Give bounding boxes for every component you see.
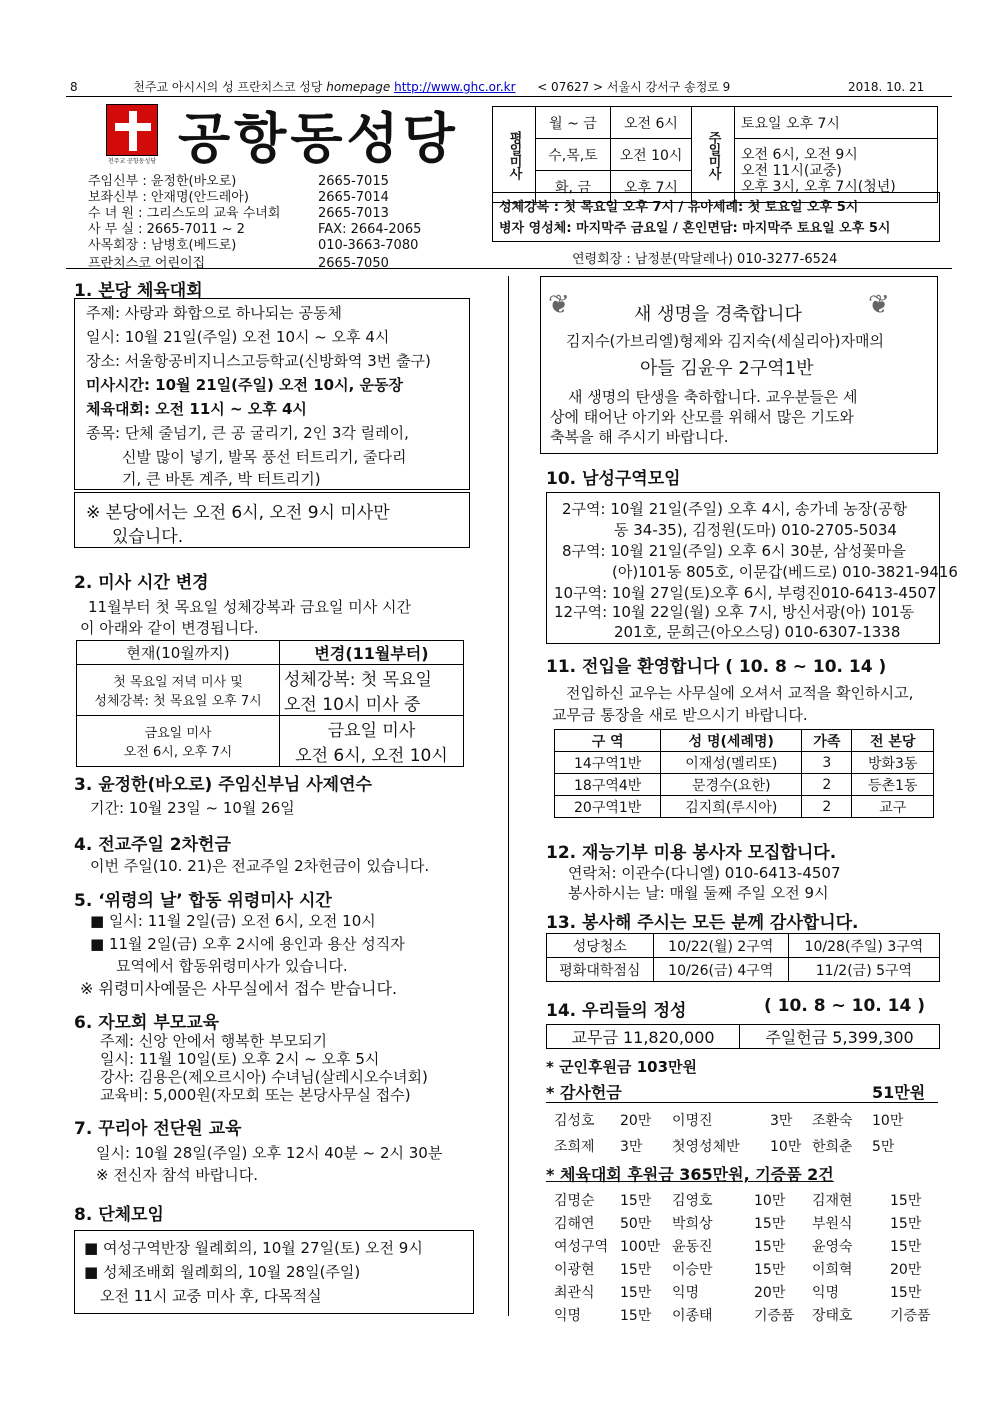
text-line: 2665-7015 bbox=[318, 174, 389, 189]
text-line: 성당청소 bbox=[547, 934, 654, 958]
section-period: ( 10. 8 ~ 10. 14 ) bbox=[764, 996, 926, 1016]
text-line: 성체강복 : 첫 목요일 오후 7시 / 유아세례: 첫 토요일 오후 5시 bbox=[499, 200, 859, 215]
text-line: 구 역 bbox=[555, 730, 661, 752]
donor-cell: 15만 bbox=[890, 1193, 922, 1209]
donor-cell: 한희춘 bbox=[812, 1139, 853, 1155]
donor-cell: 100만 bbox=[620, 1239, 661, 1255]
text-line: 10구역: 10월 27일(토)오후 6시, 부령진010-6413-4507 bbox=[554, 584, 937, 602]
header-rule-bottom bbox=[66, 268, 952, 269]
text-line: 10/22(월) 2구역 bbox=[653, 934, 788, 958]
text-line: 등촌1동 bbox=[852, 774, 934, 796]
donor-cell: 10만 bbox=[754, 1193, 786, 1209]
mass-change-table bbox=[76, 640, 464, 767]
text-line: 오전 6시, 오전 10시 bbox=[295, 746, 448, 766]
floral-ornament-icon: ❦ bbox=[868, 290, 890, 320]
donor-cell: 첫영성체반 bbox=[672, 1139, 740, 1155]
text-line: 금요일 미사 bbox=[327, 721, 416, 741]
text-line: 2665-7050 bbox=[318, 256, 389, 271]
text-line: 일시: 11월 10일(토) 오후 2시 ~ 오후 5시 bbox=[100, 1050, 380, 1068]
text-line: 오후 3시, 오후 7시(청년) bbox=[741, 178, 896, 195]
offering-totals bbox=[546, 1024, 940, 1049]
donor-cell: 15만 bbox=[754, 1262, 786, 1278]
text-line: 종목: 단체 줄넘기, 큰 공 굴리기, 2인 3각 릴레이, bbox=[86, 424, 409, 442]
table-row bbox=[555, 796, 934, 818]
donor-cell: 20만 bbox=[620, 1113, 652, 1129]
donor-cell: 15만 bbox=[620, 1193, 652, 1209]
donor-cell: 10만 bbox=[770, 1139, 802, 1155]
donor-cell: 3만 bbox=[620, 1139, 643, 1155]
section-heading: 8. 단체모임 bbox=[74, 1205, 164, 1225]
donor-cell: 10만 bbox=[872, 1113, 904, 1129]
section-heading: 10. 남성구역모임 bbox=[546, 469, 681, 489]
text-line: 14구역1반 bbox=[555, 752, 661, 774]
text-line: (아)101동 805호, 이문갑(베드로) 010-3821-9416 bbox=[612, 563, 958, 581]
text-line: 교육비: 5,000원(자모회 또는 본당사무실 접수) bbox=[100, 1086, 411, 1104]
text-line: 있습니다. bbox=[112, 527, 184, 547]
text-line: 프란치스코 어린이집 bbox=[88, 256, 206, 271]
text-line: 3 bbox=[802, 752, 852, 774]
text-line: ■ 일시: 11월 2일(금) 오전 6시, 오전 10시 bbox=[90, 912, 376, 930]
donor-cell: 김명순 bbox=[554, 1193, 595, 1209]
text-line: 일시: 10월 28일(주일) 오후 12시 40분 ~ 2시 30분 bbox=[96, 1144, 443, 1162]
donor-cell: 김영호 bbox=[672, 1193, 713, 1209]
text-line: 오전 6시, 오후 7시 bbox=[123, 745, 233, 760]
text-line: 화, 금 bbox=[536, 171, 611, 203]
text-line: 201호, 문희근(아오스딩) 010-6307-1338 bbox=[614, 623, 901, 641]
text-line: ※ 위령미사예물은 사무실에서 접수 받습니다. bbox=[80, 979, 398, 998]
text-line: 첫 목요일 저녁 미사 및 bbox=[113, 675, 243, 690]
text-line: ■ 11월 2일(금) 오후 2시에 용인과 용산 성직자 bbox=[90, 935, 405, 953]
donor-cell: 15만 bbox=[890, 1285, 922, 1301]
donor-cell: 김성호 bbox=[554, 1113, 595, 1129]
funeral-rep: 연령회장 : 남정분(막달레나) 010-3277-6524 bbox=[572, 252, 838, 267]
text-line: 전 본당 bbox=[852, 730, 934, 752]
parish-logo bbox=[106, 104, 158, 165]
text-line: 일시: 10월 21일(주일) 오전 10시 ~ 오후 4시 bbox=[86, 328, 390, 346]
text-line: 이번 주일(10. 21)은 전교주일 2차헌금이 있습니다. bbox=[90, 857, 430, 875]
donor-cell: 박희상 bbox=[672, 1216, 713, 1232]
section-heading: 1. 본당 체육대회 bbox=[74, 281, 203, 301]
donor-cell: 5만 bbox=[872, 1139, 895, 1155]
text-line: 사목회장 : 남병호(베드로) bbox=[88, 238, 237, 253]
text-line: 주임신부 : 윤정한(바오로) bbox=[88, 174, 237, 189]
donor-cell: 15만 bbox=[890, 1239, 922, 1255]
text-line: 토요일 오후 7시 bbox=[735, 107, 938, 139]
logo-caption: 천주교 공항동성당 bbox=[107, 158, 157, 165]
text-line: 2구역: 10월 21일(주일) 오후 4시, 송가네 농장(공항 bbox=[562, 500, 908, 518]
donor-cell: 김해연 bbox=[554, 1216, 595, 1232]
table-row bbox=[547, 934, 940, 958]
section-heading: 5. ‘위령의 날’ 합동 위령미사 시간 bbox=[74, 891, 332, 911]
sunday-label: 주일미사 bbox=[692, 107, 735, 203]
text-line: 2 bbox=[802, 774, 852, 796]
text-line: FAX: 2664-2065 bbox=[318, 222, 422, 237]
text-line: 미사시간: 10월 21일(주일) 오전 10시, 운동장 bbox=[86, 376, 404, 394]
text-line: ■ 성체조배회 월례회의, 10월 28일(주일) bbox=[84, 1263, 361, 1281]
table-row bbox=[555, 752, 934, 774]
donor-cell: 15만 bbox=[620, 1308, 652, 1324]
donor-cell: 윤영숙 bbox=[812, 1239, 853, 1255]
text-line: ■ 여성구역반장 월례회의, 10월 27일(토) 오전 9시 bbox=[84, 1239, 423, 1257]
donor-cell: 이종태 bbox=[672, 1308, 713, 1324]
donor-cell: 익명 bbox=[812, 1285, 840, 1301]
donor-cell: 20만 bbox=[890, 1262, 922, 1278]
text-line: ※ 전신자 참석 바랍니다. bbox=[96, 1166, 259, 1184]
section-heading: 11. 전입을 환영합니다 ( 10. 8 ~ 10. 14 ) bbox=[546, 657, 887, 677]
text-line: 현재(10월까지) bbox=[77, 641, 280, 665]
donor-cell: 15만 bbox=[754, 1216, 786, 1232]
donor-cell: 이광현 bbox=[554, 1262, 595, 1278]
donor-cell: 익명 bbox=[554, 1308, 582, 1324]
section-heading: 2. 미사 시간 변경 bbox=[74, 573, 209, 593]
donor-cell: 기증품 bbox=[890, 1308, 931, 1324]
text-line: 10/26(금) 4구역 bbox=[653, 958, 788, 982]
text-line: 보좌신부 : 안재명(안드레아) bbox=[88, 190, 249, 205]
text-line: 수,목,토 bbox=[536, 139, 611, 171]
text-line: 방화3동 bbox=[852, 752, 934, 774]
text-line: 연락처: 이관수(다니엘) 010-6413-4507 bbox=[568, 864, 841, 882]
text-line: 체육대회: 오전 11시 ~ 오후 4시 bbox=[86, 400, 307, 418]
donor-cell: 이명진 bbox=[672, 1113, 713, 1129]
donor-cell: 부원식 bbox=[812, 1216, 853, 1232]
birth-title: 새 생명을 경축합니다 bbox=[634, 304, 802, 325]
text-line: 성 명(세례명) bbox=[661, 730, 802, 752]
table-row bbox=[547, 958, 940, 982]
text-line: 2665-7014 bbox=[318, 190, 389, 205]
staff-row bbox=[88, 234, 418, 253]
text-line: 문경수(요한) bbox=[661, 774, 802, 796]
section-heading: 14. 우리들의 정성 bbox=[546, 1001, 687, 1021]
text-line: 가족 bbox=[802, 730, 852, 752]
text-line: 오전 6시 bbox=[611, 107, 692, 139]
page-number: 8 bbox=[70, 80, 78, 94]
text-line: 주제: 신앙 안에서 행복한 부모되기 bbox=[100, 1032, 327, 1050]
text-line: 수 녀 원 : 그리스도의 교육 수녀회 bbox=[88, 206, 281, 221]
text-line: 20구역1반 bbox=[555, 796, 661, 818]
text-line: ※ 본당에서는 오전 6시, 오전 9시 미사만 bbox=[86, 503, 390, 523]
text-line: 2665-7013 bbox=[318, 206, 389, 221]
donor-cell: 여성구역 bbox=[554, 1239, 609, 1255]
text-line: 아들 김윤우 2구역1반 bbox=[640, 358, 814, 379]
weekday-label: 평일미사 bbox=[493, 107, 536, 203]
text-line: 010-3663-7080 bbox=[318, 238, 419, 253]
header-line bbox=[70, 78, 924, 95]
text-line: 상에 태어난 아기와 산모를 위해서 많은 기도와 bbox=[550, 408, 854, 426]
text-line: 평화대학점심 bbox=[547, 958, 654, 982]
section-heading: 4. 전교주일 2차헌금 bbox=[74, 835, 231, 855]
section-heading: 3. 윤정한(바오로) 주임신부님 사제연수 bbox=[74, 775, 372, 795]
text-line: 2 bbox=[802, 796, 852, 818]
text-line: 오전 11시 교중 미사 후, 다목적실 bbox=[100, 1287, 322, 1305]
text-line: 오전 10시 미사 중 bbox=[284, 695, 421, 715]
text-line: 장소: 서울항공비지니스고등학교(신방화역 3번 출구) bbox=[86, 352, 431, 370]
text-line: 11월부터 첫 목요일 성체강복과 금요일 미사 시간 bbox=[88, 598, 412, 616]
page-title: 공항동성당 bbox=[178, 107, 459, 170]
text-line: 오전 11시(교중) bbox=[741, 162, 842, 179]
text-line: 오전 6시, 오전 9시 bbox=[741, 146, 858, 163]
donor-cell: 20만 bbox=[754, 1285, 786, 1301]
donor-cell: 조희제 bbox=[554, 1139, 595, 1155]
donor-cell: 3만 bbox=[770, 1113, 793, 1129]
column-divider bbox=[508, 276, 509, 1316]
text-line: 김지수(가브리엘)형제와 김지숙(세실리아)자매의 bbox=[566, 332, 884, 350]
text-line: 주제: 사랑과 화합으로 하나되는 공동체 bbox=[86, 304, 342, 322]
donor-cell: 15만 bbox=[890, 1216, 922, 1232]
text-line: 전입하신 교우는 사무실에 오셔서 교적을 확인하시고, bbox=[566, 684, 914, 702]
text-line: 11/2(금) 5구역 bbox=[788, 958, 939, 982]
address: < 07627 > 서울시 강서구 송정로 9 bbox=[537, 80, 731, 94]
donor-cell: 최관식 bbox=[554, 1285, 595, 1301]
text-line: 교무금 통장을 새로 받으시기 바랍니다. bbox=[552, 706, 808, 724]
text-line: * 감사헌금 bbox=[546, 1083, 622, 1102]
text-line: 신발 많이 넣기, 발목 풍선 터트리기, 줄다리 bbox=[122, 448, 407, 466]
mass-schedule bbox=[492, 106, 938, 203]
text-line: 사 무 실 : 2665-7011 ~ 2 bbox=[88, 222, 245, 237]
homepage-label: homepage bbox=[326, 80, 391, 94]
text-line: 기, 큰 바톤 계주, 박 터트리기) bbox=[122, 470, 321, 488]
donor-cell: 윤동진 bbox=[672, 1239, 713, 1255]
text-line: 월 ~ 금 bbox=[536, 107, 611, 139]
text-line: 축복을 해 주시기 바랍니다. bbox=[550, 428, 729, 446]
newcomer-table bbox=[554, 729, 934, 818]
text-line: 오전 10시 bbox=[611, 139, 692, 171]
mass-notes bbox=[492, 192, 940, 242]
text-line: 12구역: 10월 22일(월) 오후 7시, 방신서광(아) 101동 bbox=[554, 603, 915, 621]
text-line: 교무금 11,820,000 bbox=[547, 1025, 740, 1049]
floral-ornament-icon: ❦ bbox=[548, 290, 570, 320]
section-heading: 6. 자모회 부모교육 bbox=[74, 1013, 220, 1033]
donor-cell: 50만 bbox=[620, 1216, 652, 1232]
text-line: 교구 bbox=[852, 796, 934, 818]
issue-date: 2018. 10. 21 bbox=[847, 80, 925, 94]
text-line: 주일헌금 5,399,300 bbox=[740, 1025, 940, 1049]
section-heading: 12. 재능기부 미용 봉사자 모집합니다. bbox=[546, 843, 837, 863]
donor-cell: 15만 bbox=[620, 1262, 652, 1278]
table-row bbox=[555, 774, 934, 796]
text-line: 묘역에서 합동위령미사가 있습니다. bbox=[116, 957, 348, 975]
donor-cell: 장태호 bbox=[812, 1308, 853, 1324]
donor-cell: 조환숙 bbox=[812, 1113, 853, 1129]
text-line: 변경(11월부터) bbox=[280, 641, 464, 665]
text-line: 이재성(멜리또) bbox=[661, 752, 802, 774]
text-line: 오후 7시 bbox=[611, 171, 692, 203]
donor-cell: 15만 bbox=[620, 1285, 652, 1301]
section-heading: 7. 꾸리아 전단원 교육 bbox=[74, 1119, 242, 1139]
text-line: * 군인후원금 103만원 bbox=[546, 1058, 698, 1076]
volunteer-table bbox=[546, 933, 940, 982]
org-line: 천주교 아시시의 성 프란치스코 성당 bbox=[133, 80, 323, 94]
text-line: 이 아래와 같이 변경됩니다. bbox=[80, 619, 259, 637]
text-line: 성체강복: 첫 목요일 bbox=[284, 670, 432, 690]
donor-cell: 이승만 bbox=[672, 1262, 713, 1278]
text-line: 성체강복: 첫 목요일 오후 7시 bbox=[94, 694, 262, 709]
text-line: 동 34-35), 김정원(도마) 010-2705-5034 bbox=[614, 521, 897, 539]
donor-cell: 이희혁 bbox=[812, 1262, 853, 1278]
text-line: 새 생명의 탄생을 축하합니다. 교우분들은 세 bbox=[568, 388, 858, 406]
text-line: 병자 영성체: 마지막주 금요일 / 혼인면담: 마지막주 토요일 오후 5시 bbox=[499, 221, 891, 236]
donor-cell: 김재현 bbox=[812, 1193, 853, 1209]
text-line: 18구역4반 bbox=[555, 774, 661, 796]
text-line: 10/28(주일) 3구역 bbox=[788, 934, 939, 958]
text-line: 김지희(루시아) bbox=[661, 796, 802, 818]
text-line: 봉사하시는 날: 매월 둘째 주일 오전 9시 bbox=[568, 884, 829, 902]
donor-cell: 15만 bbox=[754, 1239, 786, 1255]
text-line: 금요일 미사 bbox=[144, 726, 212, 741]
text-line: 8구역: 10월 21일(주일) 오후 6시 30분, 삼성꽃마을 bbox=[562, 542, 906, 560]
homepage-link[interactable]: http://www.ghc.or.kr bbox=[394, 80, 516, 94]
donor-cell: 익명 bbox=[672, 1285, 700, 1301]
text-line: * 체육대회 후원금 365만원, 기증품 2건 bbox=[546, 1165, 834, 1184]
text-line: 51만원 bbox=[872, 1083, 926, 1102]
section-heading: 13. 봉사해 주시는 모든 분께 감사합니다. bbox=[546, 913, 859, 933]
text-line: 기간: 10월 23일 ~ 10월 26일 bbox=[90, 799, 295, 817]
donor-cell: 기증품 bbox=[754, 1308, 795, 1324]
text-line: 강사: 김용은(제오르시아) 수녀님(살레시오수녀회) bbox=[100, 1068, 428, 1086]
